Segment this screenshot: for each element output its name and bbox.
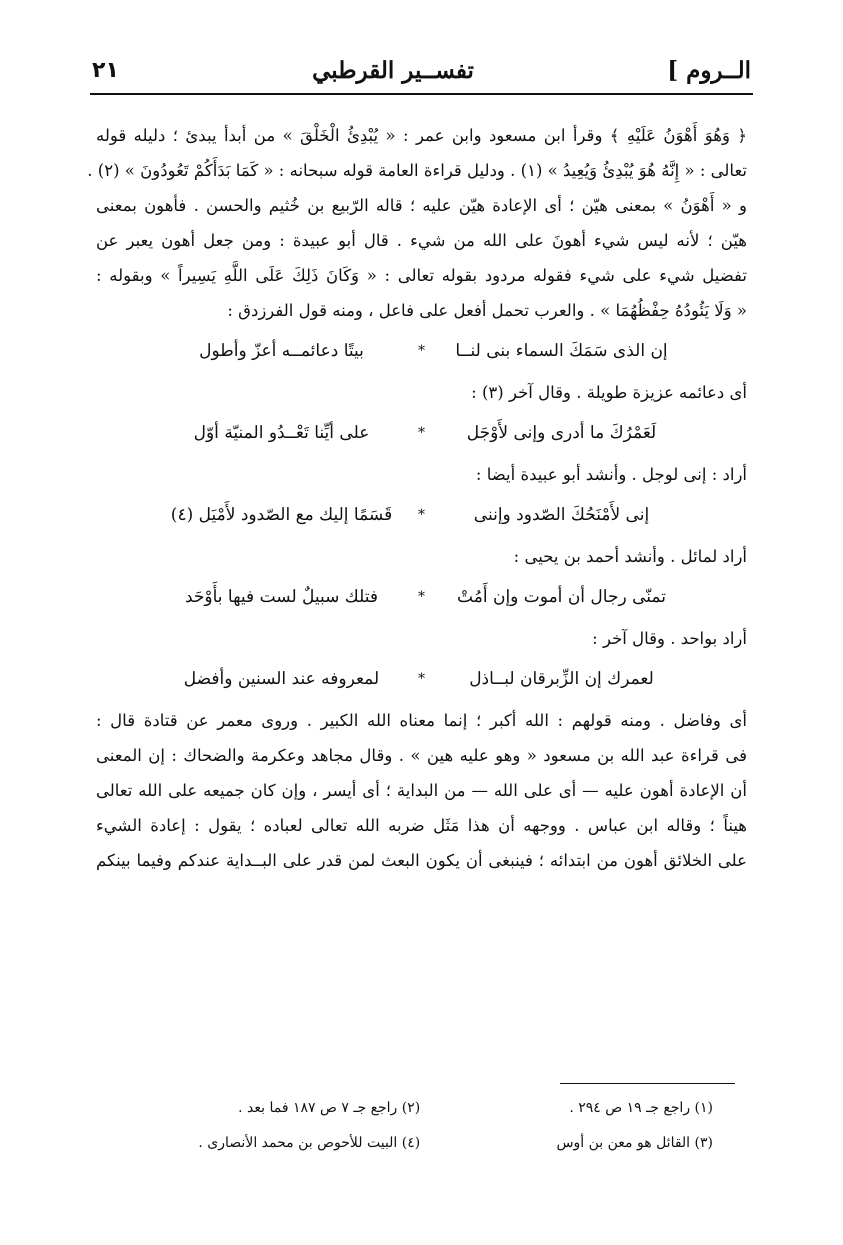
text-line: أراد بواحد . وقال آخر : bbox=[592, 629, 747, 648]
text-line: أى وفاضل . ومنه قولهم : الله أكبر ؛ إنما معناه الله الكبير . وروى معمر عن قتادة قال : bbox=[96, 711, 747, 730]
poetry-verse bbox=[96, 656, 747, 703]
footnote-2: (٢) راجع جـ ٧ ص ١٨٧ فما بعد . bbox=[238, 1100, 421, 1116]
footnote-rule bbox=[560, 1083, 735, 1084]
verse-separator: * bbox=[418, 507, 425, 523]
main-text bbox=[87, 118, 747, 878]
header-rule bbox=[90, 93, 753, 95]
text-line: أى دعائمه عزيزة طويلة . وقال آخر (٣) : bbox=[471, 383, 747, 402]
text-line: هيناً ؛ وقاله ابن عباس . ووجهه أن هذا مَثَل ضربه الله تعالى لعباده ؛ يقول : إعادة الشيء bbox=[96, 816, 747, 835]
chapter-label: الــروم ] bbox=[667, 56, 751, 84]
text-line: على الخلائق أهون من ابتدائه ؛ فينبغى أن يكون البعث لمن قدر على البــداية عندكم وفيما بينكم bbox=[96, 851, 747, 870]
verse-first-hemistich: لَعَمْرُكَ ما أدرى وإنى لأَوْجَل bbox=[466, 423, 657, 443]
text-line: فى قراءة عبد الله بن مسعود « وهو عليه هين » . وقال مجاهد وعكرمة والضحاك : إن المعنى bbox=[96, 746, 747, 765]
verse-second-hemistich: على أيِّنا تَعْــدُو المنيّة أوّل bbox=[193, 423, 370, 443]
text-line: أن الإعادة أهون عليه — أى على الله — من البداية ؛ أى أيسر ، وإن كان جميعه على الله تعالى bbox=[96, 781, 747, 800]
poetry-verse bbox=[96, 410, 747, 457]
verse-separator: * bbox=[418, 671, 425, 687]
verse-first-hemistich: إن الذى سَمَكَ السماء بنى لنــا bbox=[455, 341, 668, 361]
verse-first-hemistich: تمنّى رجال أن أموت وإن أَمُتْ bbox=[457, 587, 666, 607]
verse-separator: * bbox=[418, 425, 425, 441]
text-line: تفضيل شيء على شيء فقوله مردود بقوله تعالى : « وَكَانَ ذَلِكَ عَلَى اللَّهِ يَسِيراً » وبقوله : bbox=[96, 266, 747, 285]
verse-first-hemistich: إنى لأَمْنَحُكَ الصّدود وإننى bbox=[473, 505, 650, 525]
page-header bbox=[92, 50, 751, 90]
poetry-verse bbox=[96, 574, 747, 621]
text-line: « وَلَا يَئُودُهُ حِفْظُهُمَا » . والعرب تحمل أفعل على فاعل ، ومنه قول الفرزدق : bbox=[227, 301, 747, 320]
footnote-3: (٣) القائل هو معن بن أوس bbox=[556, 1135, 713, 1151]
text-line: أراد لمائل . وأنشد أحمد بن يحيى : bbox=[513, 547, 747, 566]
verse-separator: * bbox=[418, 589, 425, 605]
poetry-verse bbox=[96, 492, 747, 539]
verse-second-hemistich: بيتًا دعائمــه أعزّ وأطول bbox=[199, 341, 364, 361]
verse-separator: * bbox=[418, 343, 425, 359]
book-title: تفســير القرطبي bbox=[312, 56, 474, 84]
verse-second-hemistich: قَسَمًا إليك مع الصّدود لأَمْيَل (٤) bbox=[170, 505, 393, 525]
footnote-4: (٤) البيت للأحوص بن محمد الأنصارى . bbox=[198, 1135, 421, 1151]
verse-second-hemistich: فتلك سبيلٌ لست فيها بأَوْحَد bbox=[184, 587, 379, 607]
text-line: أراد : إنى لوجل . وأنشد أبو عبيدة أيضا : bbox=[475, 465, 747, 484]
verse-first-hemistich: لعمرك إن الزِّبرقان لبــاذل bbox=[469, 669, 654, 689]
footnote-1: (١) راجع جـ ١٩ ص ٢٩٤ . bbox=[569, 1100, 713, 1116]
verse-second-hemistich: لمعروفه عند السنين وأفضل bbox=[183, 669, 380, 689]
text-line: و « أَهْوَنُ » بمعنى هيّن ؛ أى الإعادة هيّن عليه ؛ قاله الرّبيع بن خُثيم والحسن . فأهون بمعنى bbox=[96, 196, 747, 215]
page-number: ٢١ bbox=[92, 57, 119, 83]
text-line: تعالى : « إِنَّهُ هُوَ يُبْدِئُ وَيُعِيدُ » (١) . ودليل قراءة العامة قوله سبحانه : « كَمَا بَدَأَكُمْ تَعُودُونَ » (٢) . bbox=[87, 161, 747, 180]
footnote-row bbox=[150, 1135, 713, 1151]
text-line: هيّن ؛ لأنه ليس شيء أهونَ على الله من شيء . قال أبو عبيدة : ومن جعل أهون يعبر عن bbox=[96, 231, 747, 250]
text-line: ﴿ وَهُوَ أَهْوَنُ عَلَيْهِ ﴾ وقرأ ابن مسعود وابن عمر : « يُبْدِئُ الْخَلْقَ » من أبدأ يبدئ ؛ دليله قوله bbox=[96, 126, 747, 145]
footnote-row bbox=[150, 1100, 713, 1116]
poetry-verse bbox=[96, 328, 747, 375]
